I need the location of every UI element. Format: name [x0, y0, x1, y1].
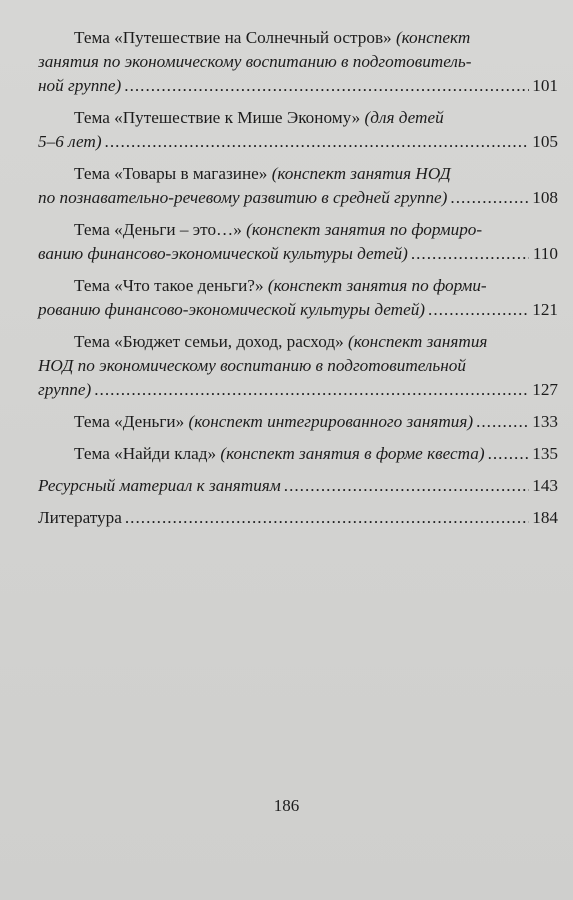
toc-entry[interactable]	[38, 506, 558, 530]
page-number: 186	[273, 796, 300, 815]
toc-entry-title: Тема «Путешествие на Солнечный остров»	[74, 28, 396, 47]
toc-entry[interactable]	[38, 410, 558, 434]
toc-entry-line	[38, 106, 558, 130]
toc-entry-description: (конспект занятия	[347, 332, 488, 351]
toc-entry-text	[74, 442, 485, 466]
toc-entry-line	[38, 26, 558, 50]
toc-entry-text	[38, 378, 91, 402]
toc-entry-final-line	[38, 186, 558, 210]
toc-entry-title: Тема «Что такое деньги?»	[74, 276, 268, 295]
dot-leader	[428, 298, 529, 322]
toc-entry-description: ванию финансово-экономической культуры детей)	[38, 244, 408, 263]
toc-page-number: 101	[532, 76, 558, 95]
toc-entry-title: Литература	[38, 508, 122, 527]
toc-entry-line	[38, 218, 558, 242]
toc-entry-final-line	[38, 130, 558, 154]
toc-entry-final-line	[38, 474, 558, 498]
toc-page-number: 121	[532, 300, 558, 319]
toc-entry-title: Тема «Бюджет семьи, доход, расход»	[74, 332, 348, 351]
toc-entry[interactable]	[38, 442, 558, 466]
toc-entry-description: группе)	[38, 380, 92, 399]
toc-entry-title: Тема «Деньги – это…»	[74, 220, 247, 239]
toc-entry-description: НОД по экономическому воспитанию в подготовительной	[38, 356, 466, 375]
toc-entry-title: Тема «Деньги»	[74, 412, 189, 431]
toc-entry-description: (конспект занятия в форме квеста)	[220, 444, 485, 463]
table-of-contents	[38, 26, 558, 538]
dot-leader	[94, 378, 529, 402]
toc-entry-title: Тема «Товары в магазине»	[74, 164, 272, 183]
toc-entry-text	[38, 506, 122, 530]
toc-entry-description: 5–6 лет)	[38, 132, 102, 151]
toc-entry-description: (конспект занятия по формиро-	[246, 220, 483, 239]
toc-entry[interactable]	[38, 218, 558, 266]
toc-entry[interactable]	[38, 474, 558, 498]
toc-entry[interactable]	[38, 106, 558, 154]
toc-entry-line	[38, 162, 558, 186]
toc-entry[interactable]	[38, 162, 558, 210]
toc-entry-title: Тема «Найди клад»	[74, 444, 221, 463]
toc-entry-line	[38, 50, 558, 74]
toc-entry-text	[74, 410, 473, 434]
toc-entry[interactable]	[38, 330, 558, 402]
toc-entry[interactable]	[38, 274, 558, 322]
toc-entry-text	[38, 130, 102, 154]
toc-entry-description: (конспект	[395, 28, 471, 47]
dot-leader	[284, 474, 529, 498]
toc-entry-text	[38, 474, 281, 498]
toc-entry-final-line	[38, 378, 558, 402]
toc-entry[interactable]	[38, 26, 558, 98]
toc-entry-description: рованию финансово-экономической культуры детей)	[38, 300, 426, 319]
toc-entry-title: Тема «Путешествие к Мише Эконому»	[74, 108, 365, 127]
toc-page-number: 110	[532, 244, 558, 263]
toc-entry-description: (конспект занятия НОД	[271, 164, 451, 183]
toc-entry-line	[38, 330, 558, 354]
toc-page-number: 135	[532, 444, 558, 463]
toc-entry-description: Ресурсный материал к занятиям	[38, 476, 281, 495]
toc-entry-text	[38, 298, 425, 322]
toc-entry-final-line	[38, 74, 558, 98]
toc-entry-text	[38, 186, 447, 210]
toc-entry-text	[38, 242, 408, 266]
toc-page-number: 133	[532, 412, 558, 431]
toc-entry-description: занятия по экономическому воспитанию в подготовитель-	[38, 52, 472, 71]
toc-page-number: 108	[532, 188, 558, 207]
toc-entry-final-line	[38, 410, 558, 434]
toc-entry-final-line	[38, 506, 558, 530]
dot-leader	[476, 410, 529, 434]
dot-leader	[411, 242, 529, 266]
toc-entry-description: (конспект интегрированного занятия)	[188, 412, 474, 431]
dot-leader	[125, 506, 529, 530]
dot-leader	[488, 442, 529, 466]
toc-entry-line	[38, 274, 558, 298]
toc-entry-description: (для детей	[364, 108, 444, 127]
toc-entry-final-line	[38, 298, 558, 322]
dot-leader	[124, 74, 529, 98]
toc-entry-description: ной группе)	[38, 76, 122, 95]
toc-entry-description: по познавательно-речевому развитию в средней группе)	[38, 188, 448, 207]
toc-entry-text	[38, 74, 121, 98]
toc-page-number: 105	[532, 132, 558, 151]
toc-entry-description: (конспект занятия по форми-	[267, 276, 487, 295]
toc-page-number: 127	[532, 380, 558, 399]
dot-leader	[450, 186, 529, 210]
toc-page-number: 143	[532, 476, 558, 495]
toc-entry-line	[38, 354, 558, 378]
dot-leader	[105, 130, 529, 154]
toc-entry-final-line	[38, 242, 558, 266]
toc-entry-final-line	[38, 442, 558, 466]
toc-page-number: 184	[532, 508, 558, 527]
